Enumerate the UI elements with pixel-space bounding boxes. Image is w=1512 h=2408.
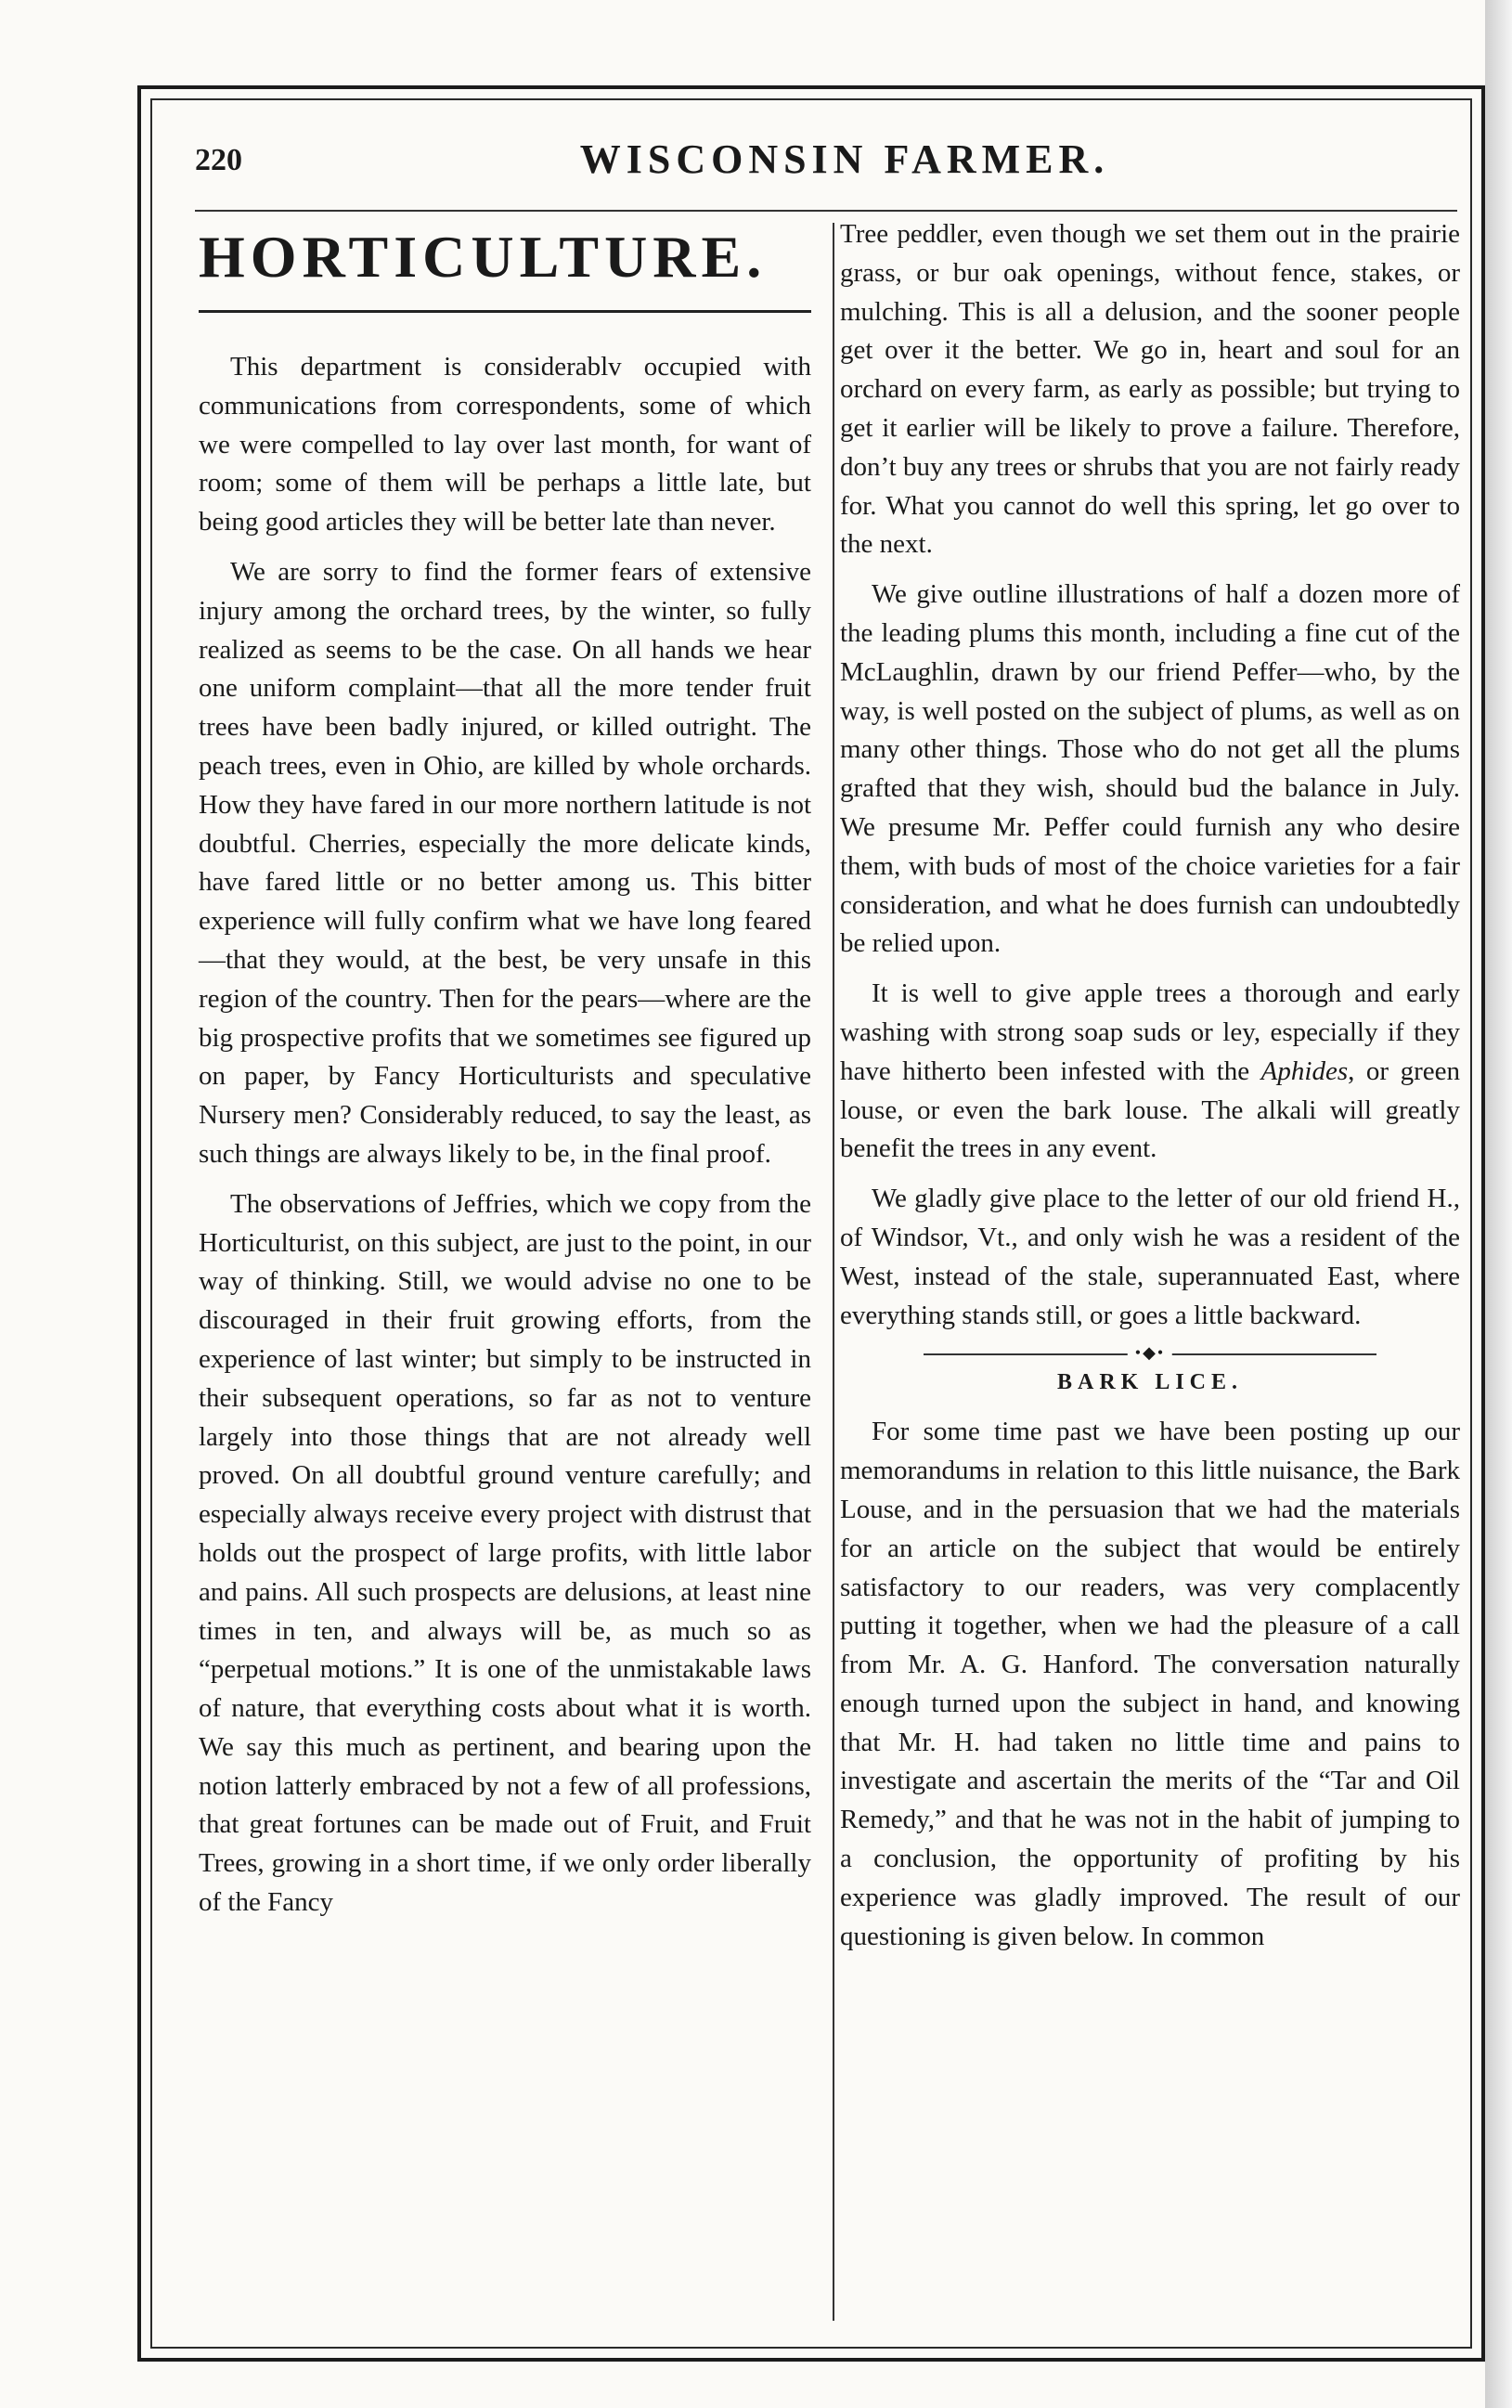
header-rule xyxy=(195,210,1457,212)
page-number: 220 xyxy=(195,143,242,177)
aphides-italic: Aphides xyxy=(1260,1055,1349,1086)
journal-title: WISCONSIN FARMER. xyxy=(579,136,1110,182)
subheading-bark-lice: BARK LICE. xyxy=(1056,1370,1244,1395)
paragraph-winter-injury: We are sorry to find the former fears of extensive injury among the orchard trees, by the winter, so fully realized as seems to be the case. On all hands we hear one uniform complaint—that all the more tender fruit trees have been badly injured, or killed outright. The peach trees, even in Ohio, are killed by whole orchards. How they have fared in our more northern latitude is not doubtful. Cherries, especially the more delicate kinds, have fared little or no better among us. This bitter experience will fully confirm what we have long feared—that they would, at the best, be very unsafe in this region of the country. Then for the pears—where are the big prospective profits that we sometimes see figured up on paper, by Fancy Horticulturists and speculative Nursery men? Considerably reduced, to say the least, as such things are always likely to be, in the final proof. xyxy=(199,556,811,1169)
paragraph-jeffries-observations: The observations of Jeffries, which we copy from the Horticulturist, on this subject, are just to the point, in our way of thinking. Still, we would advise no one to be discouraged in their fruit growing efforts, from the experience of last winter; but simply to be instructed in their subsequent operations, so far as not to venture largely into those things that are not already well proved. On all doubtful ground venture carefully; and especially always receive every project with distrust that holds out the prospect of large profits, with little labor and pains. All such prospects are delusions, at least nine times in ten, and always will be, as much so as “perpetual motions.” It is one of the unmistakable laws of nature, that everything costs about what it is worth. We say this much as pertinent, and bearing upon the notion latterly embraced by not a few of all professions, that great fortunes can be made out of Fruit, and Fruit Trees, growing in a short time, if we only order liberally of the Fancy xyxy=(199,1188,811,1918)
paragraph-department-note: This department is considerablv occupied with communications from correspondents, some of which we were compelled to lay over last month, for want of room; some of them will be perhaps a little late, but being good articles they will be better late than never. xyxy=(199,352,811,537)
paragraph-apple-tree-washing xyxy=(840,975,1460,1169)
left-column xyxy=(199,215,811,1934)
section-heading: HORTICULTURE. xyxy=(199,224,768,290)
paragraph-bark-louse: For some time past we have been posting up our memorandums in relation to this little nuisance, the Bark Louse, and in the persuasion that we had the materials for an article on the subject that would be entirely satisfactory to our readers, was very complacently putting it together, when we had the pleasure of a call from Mr. A. G. Hanford. The conversation naturally enough turned upon the subject in hand, and knowing that Mr. H. had taken no little time and pains to investigate and ascertain the merits of the “Tar and Oil Remedy,” and that he was not in the habit of jumping to a conclusion, the opportunity of profiting by his experience was gladly improved. The result of our questioning is given below. In common xyxy=(840,1417,1460,1951)
paragraph-plum-illustrations: We give outline illustrations of half a dozen more of the leading plums this month, including a fine cut of the McLaughlin, drawn by our friend Peffer—who, by the way, is well posted on the subject of plums, as well as on many other things. Those who do not get all the plums grafted that they wish, should bud the balance in July. We presume Mr. Peffer could furnish any who desire them, with buds of most of the choice varieties for a fair consideration, and what he does furnish can undoubtedly be relied upon. xyxy=(840,579,1460,959)
section-separator xyxy=(840,1343,1460,1363)
page-edge-shadow xyxy=(1485,0,1512,2408)
apple-text-before: It is well to give apple trees a thorough and early washing with strong soap suds or ley, especially if they have hitherto been infested with the xyxy=(840,978,1460,1086)
apple-text-after: , or green louse, or even the bark louse. The alkali will greatly benefit the trees in any event. xyxy=(840,1055,1460,1164)
section-heading-rule xyxy=(199,310,811,313)
paragraph-tree-peddler-continuation: Tree peddler, even though we set them out in the prairie grass, or bur oak openings, without fence, stakes, or mulching. This is all a delusion, and the sooner people get over it the better. We go in, heart and soul for an orchard on every farm, as early as possible; but trying to get it earlier will be likely to prove a failure. Therefore, don’t buy any trees or shrubs that you are not fairly ready for. What you cannot do well this spring, let go over to the next. xyxy=(840,219,1460,560)
separator-ornament: •◆• xyxy=(1128,1342,1172,1363)
right-column xyxy=(840,215,1460,1967)
paragraph-windsor-letter: We gladly give place to the letter of our old friend H., of Windsor, Vt., and only wish he was a resident of the West, instead of the stale, superannuated East, where everything stands still, or goes a little backward. xyxy=(840,1184,1460,1330)
column-divider xyxy=(833,223,834,2321)
page-header xyxy=(195,130,1457,195)
